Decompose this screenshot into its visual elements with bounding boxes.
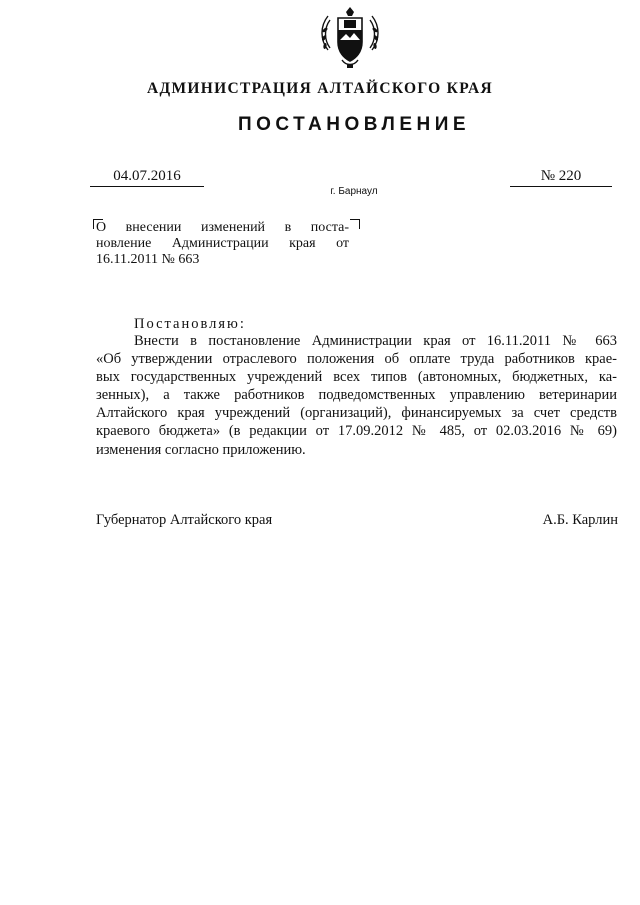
subject-line: О внесении изменений в поста- bbox=[96, 220, 349, 235]
signatory-title: Губернатор Алтайского края bbox=[96, 512, 273, 528]
document-date: 04.07.2016 bbox=[90, 168, 204, 187]
agency-title: АДМИНИСТРАЦИЯ АЛТАЙСКОГО КРАЯ bbox=[147, 80, 493, 97]
document-number: № 220 bbox=[510, 168, 612, 187]
body-line: изменения согласно приложению. bbox=[96, 441, 306, 458]
signatory-name: А.Б. Карлин bbox=[542, 512, 618, 528]
coat-of-arms-icon bbox=[316, 4, 384, 72]
body-line: Алтайского края учреждений (организаций), финансируемых за счет средств bbox=[96, 405, 617, 422]
resolve-heading: Постановляю: bbox=[134, 316, 246, 332]
body-line: краевого бюджета» (в редакции от 17.09.2012 № 485, от 02.03.2016 № 69) bbox=[96, 423, 617, 440]
body-line: вых государственных учреждений всех типов (автономных, бюджетных, ка- bbox=[96, 369, 617, 386]
document-city: г. Барнаул bbox=[330, 186, 378, 197]
subject-line: 16.11.2011 № 663 bbox=[96, 252, 200, 267]
subject-block bbox=[96, 220, 349, 268]
subject-line: новление Администрации края от bbox=[96, 236, 349, 251]
body-line: Внести в постановление Администрации края от 16.11.2011 № 663 bbox=[134, 333, 617, 349]
document-type: ПОСТАНОВЛЕНИЕ bbox=[237, 114, 471, 135]
body-line: зенных), а также работников подведомственных управлению ветеринарии bbox=[96, 387, 617, 404]
body-paragraph bbox=[96, 332, 617, 459]
subject-corner-right bbox=[350, 219, 360, 229]
body-line: «Об утверждении отраслевого положения об оплате труда работников крае- bbox=[96, 351, 617, 368]
